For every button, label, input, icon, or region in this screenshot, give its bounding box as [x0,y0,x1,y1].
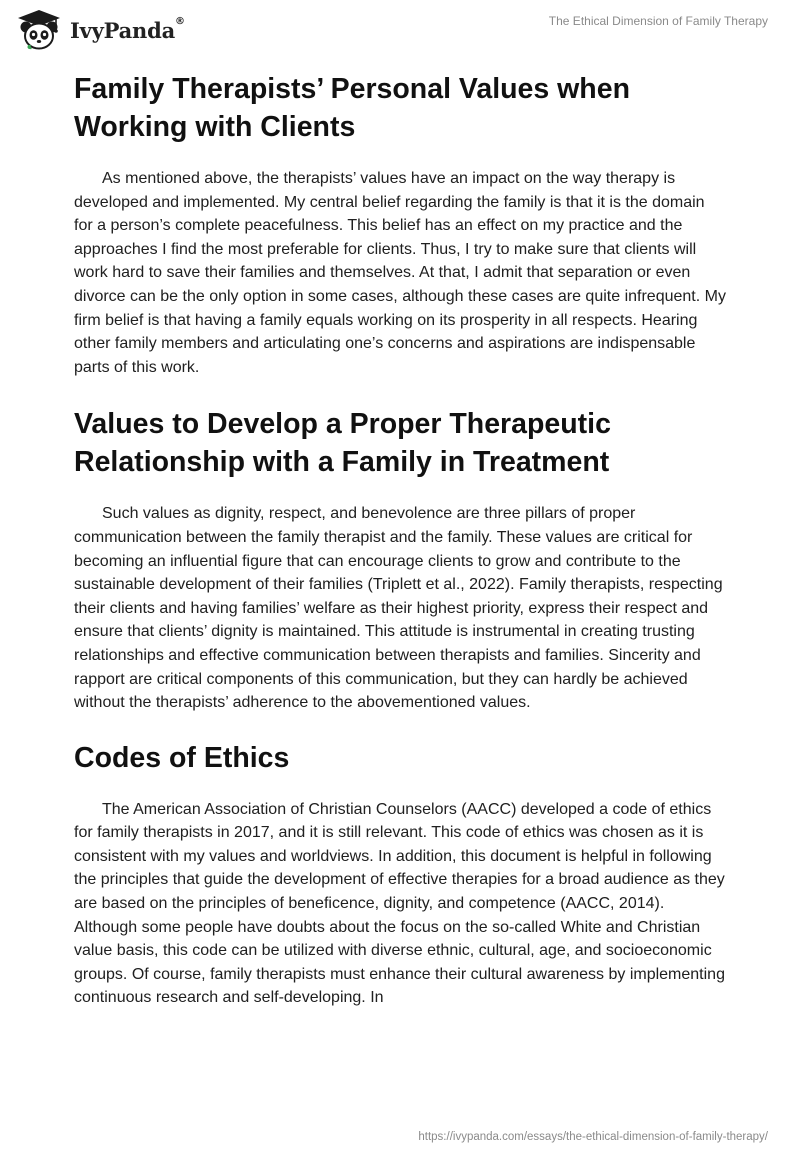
section-paragraph: As mentioned above, the therapists’ values have an impact on the way therapy is developed and implemented. My central belief regarding the family is that it is the domain for a person’s complete peacefulness. This belief has an effect on my practice and the approaches I find the most preferable for clients. Thus, I try to make sure that clients will work hard to save their families and themselves. At that, I admit that separation or even divorce can be the only option in some cases, although these cases are quite infrequent. My firm belief is that having a family equals working on its prosperity in all respects. Hearing other family members and articulating one’s concerns and aspirations are indispensable parts of this work. [74,170,726,376]
brand-name [70,15,185,43]
document-title: The Ethical Dimension of Family Therapy [548,14,768,28]
section-paragraph: The American Association of Christian Counselors (AACC) developed a code of ethics for family therapists in 2017, and it is still relevant. This code of ethics was chosen as it is consistent with my values and worldviews. In addition, this document is helpful in following the principles that guide the development of effective therapies for a broad audience as they are based on the principles of beneficence, dignity, and competence (AACC, 2014). Although some people have doubts about the focus on the so-called White and Christian value basis, this code can be utilized with diverse ethnic, cultural, age, and socioeconomic groups. Of course, family therapists must enhance their cultural awareness by implementing continuous research and self-developing. In [74,800,725,1007]
brand-text: IvyPanda [70,17,176,43]
article-body [74,70,726,1010]
registered-mark: ® [175,15,185,27]
section-heading: Family Therapists’ Personal Values when Working with Clients [74,73,630,143]
source-url[interactable]: https://ivypanda.com/essays/the-ethical-dimension-of-family-therapy/ [418,1131,768,1143]
section-heading: Codes of Ethics [74,741,290,774]
ivypanda-logo[interactable] [14,8,185,52]
panda-graduate-icon [14,8,64,52]
page-header [0,0,800,60]
section-paragraph: Such values as dignity, respect, and benevolence are three pillars of proper communication between the family therapist and the family. These values are critical for becoming an influential figure that can encourage clients to grow and contribute to the sustainable development of their families (Triplett et al., 2022). Family therapists, respecting their clients and having families’ welfare as their highest priority, express their respect and ensure that clients’ dignity is maintained. This attitude is instrumental in creating trusting relationships and effective communication between therapists and families. Sincerity and rapport are critical components of this communication, but they can hardly be achieved without the therapists’ adherence to the abovementioned values. [74,505,723,712]
section-heading: Values to Develop a Proper Therapeutic Relationship with a Family in Treatment [74,408,611,479]
